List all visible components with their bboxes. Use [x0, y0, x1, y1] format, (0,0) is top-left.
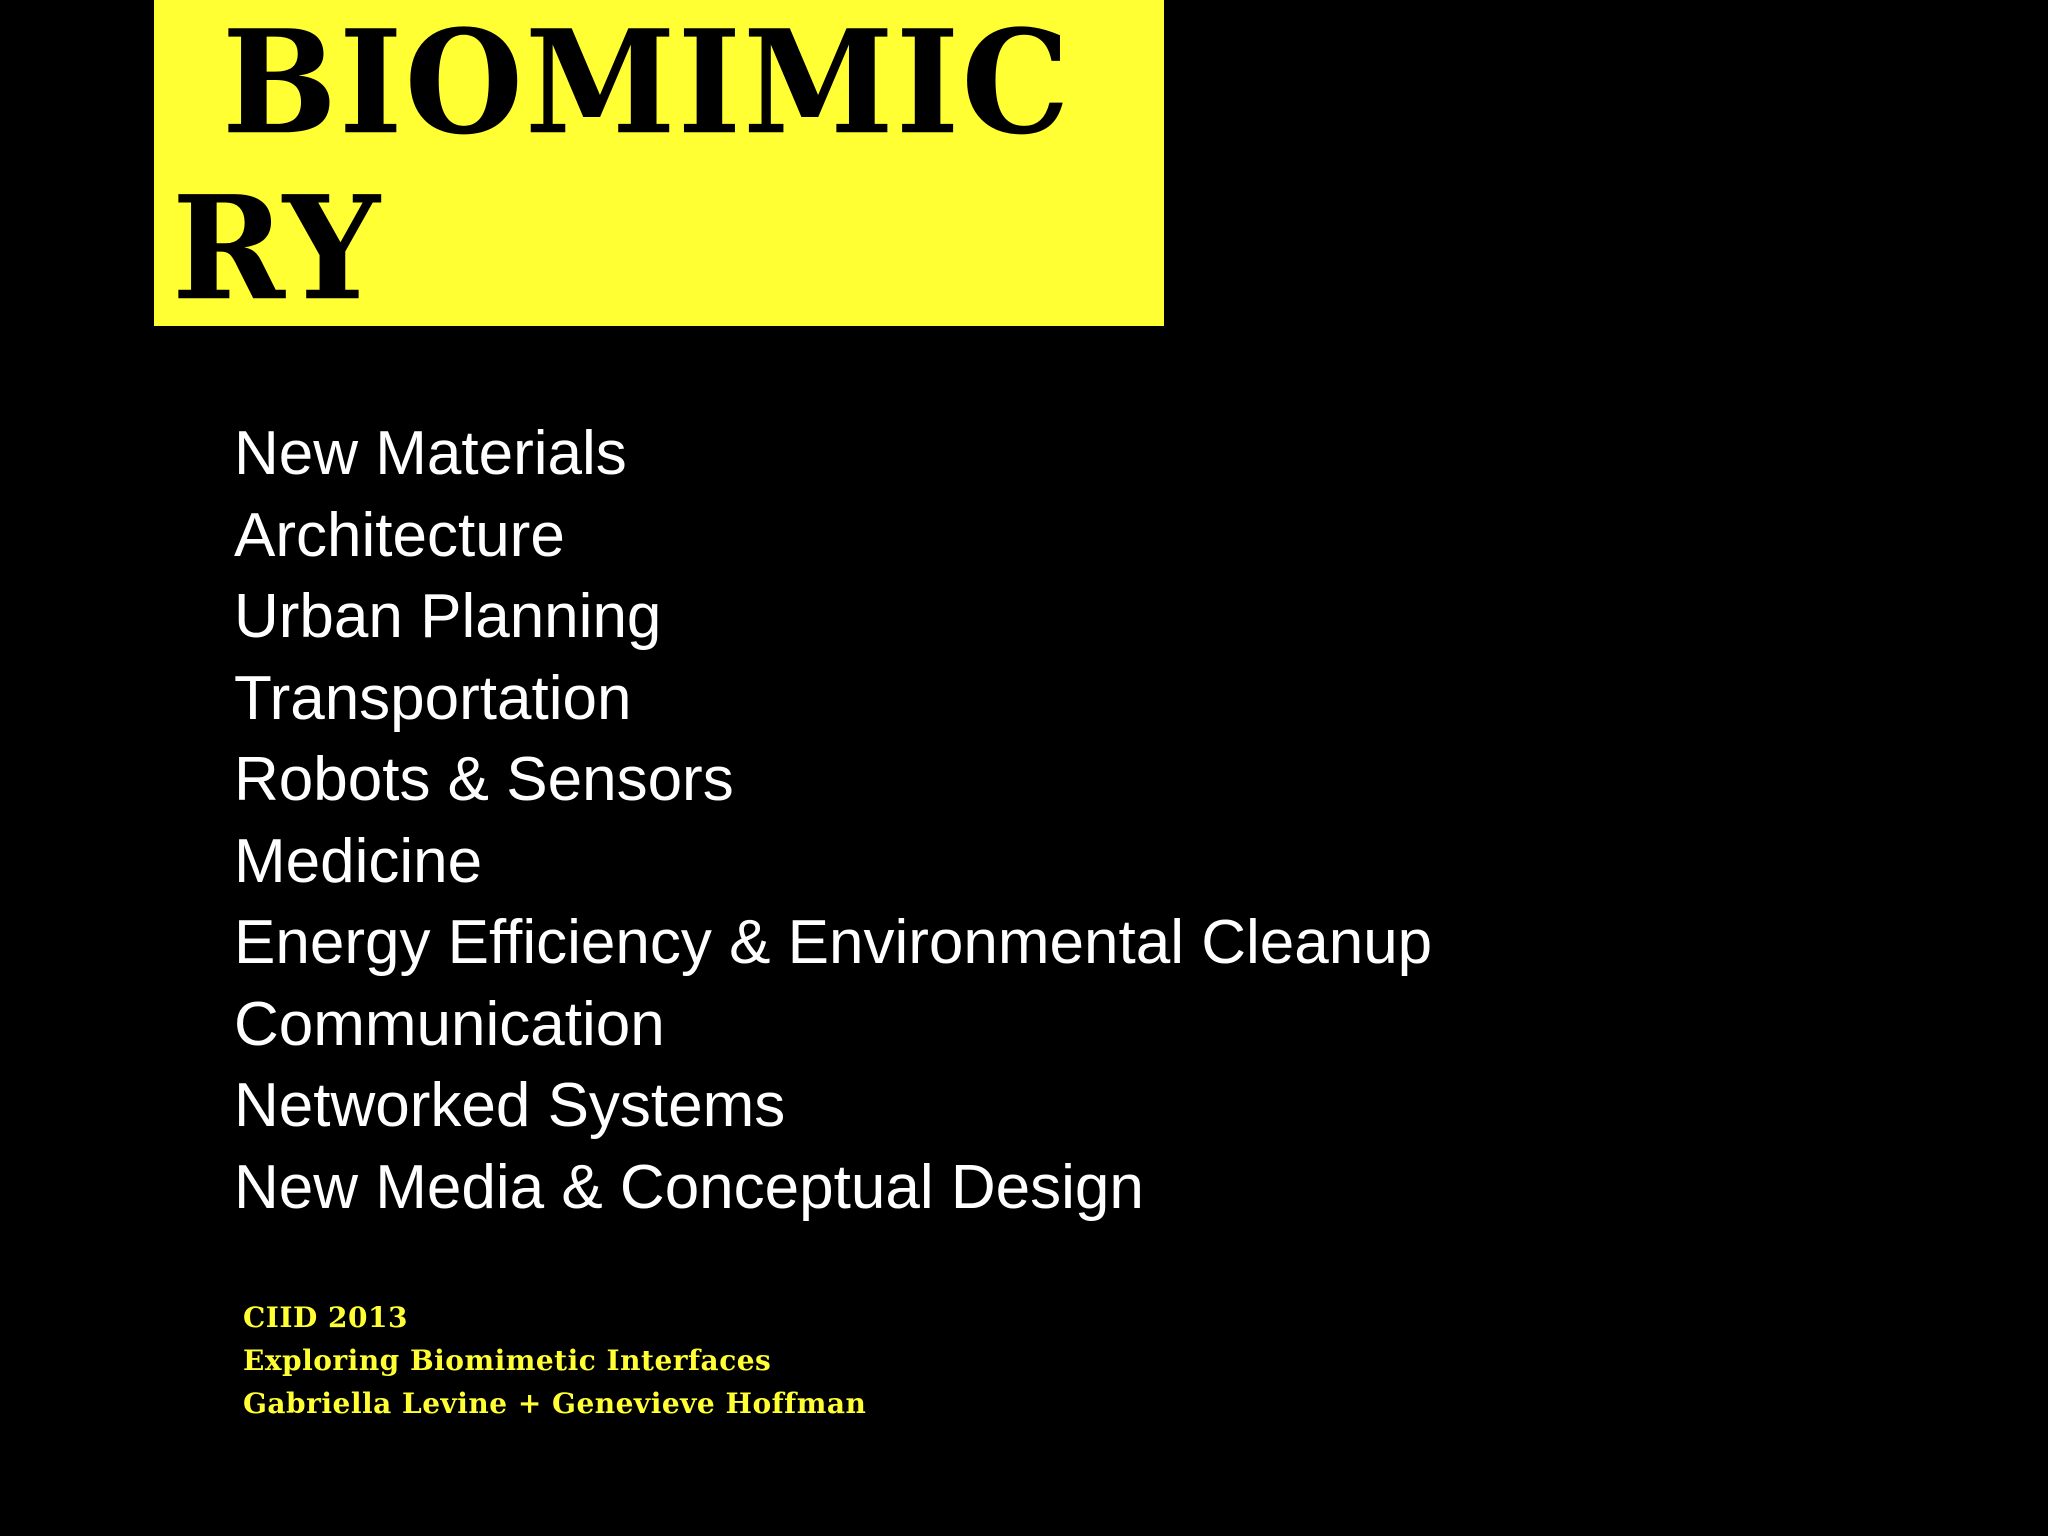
list-item: Energy Efficiency & Environmental Cleanup [234, 908, 1433, 977]
list-item: Communication [234, 989, 665, 1059]
topic-list [234, 413, 1432, 1228]
slide-title: BIOMIMICRY [172, 0, 1072, 333]
list-item: New Materials [234, 419, 627, 488]
credit-event: CIID 2013 [243, 1301, 408, 1334]
list-item: Transportation [234, 663, 632, 733]
credit-course: Exploring Biomimetic Interfaces [243, 1344, 772, 1377]
credit-authors: Gabriella Levine + Genevieve Hoffman [243, 1387, 867, 1420]
list-item: Networked Systems [234, 1071, 786, 1140]
list-item: New Media & Conceptual Design [234, 1152, 1144, 1222]
credits-block [243, 1296, 866, 1425]
list-item: Medicine [234, 826, 483, 896]
title-banner [154, 0, 1164, 333]
list-item: Urban Planning [234, 582, 662, 651]
list-item: Architecture [234, 500, 565, 570]
list-item: Robots & Sensors [234, 745, 734, 814]
